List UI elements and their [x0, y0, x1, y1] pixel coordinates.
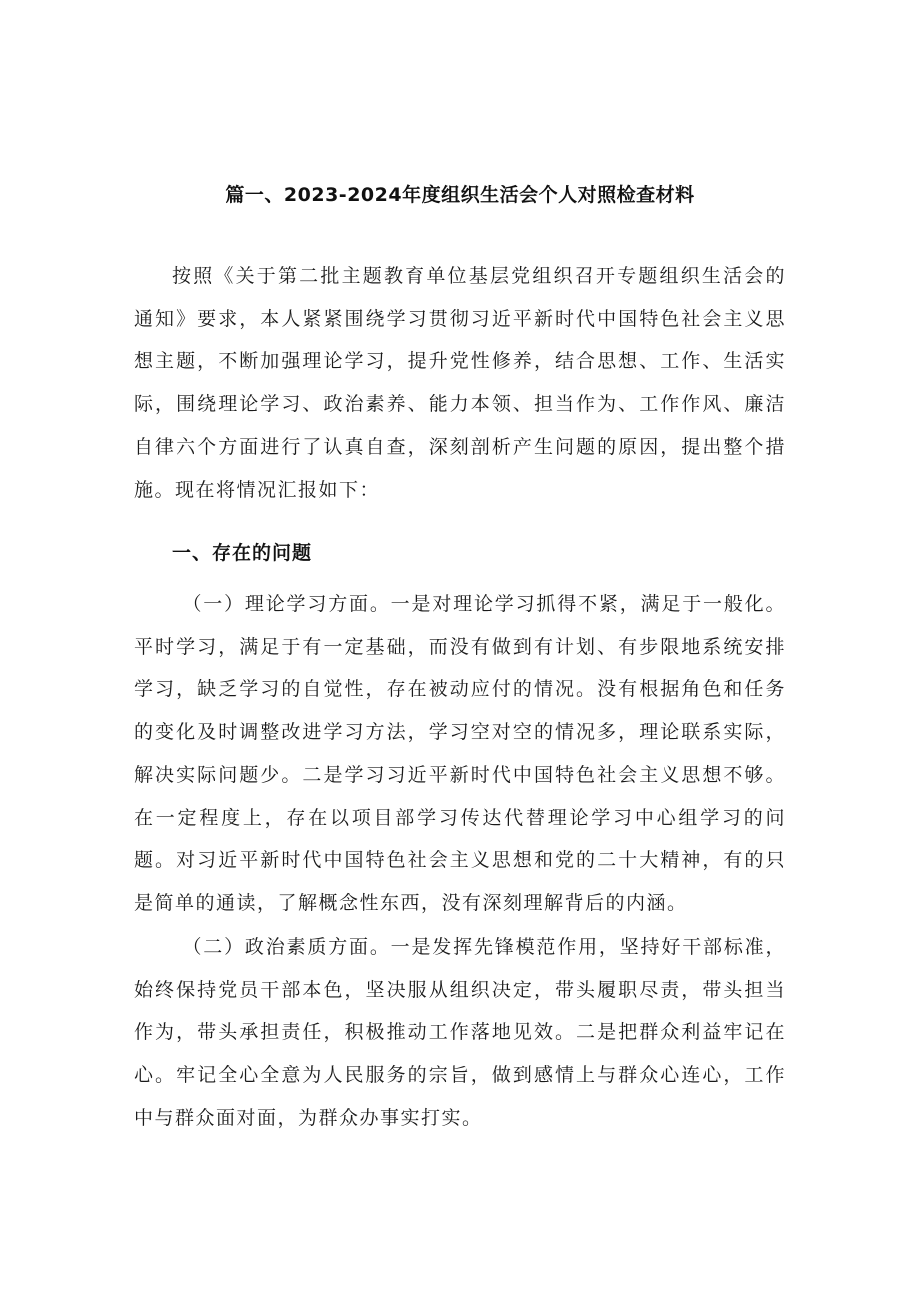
intro-paragraph: 按照《关于第二批主题教育单位基层党组织召开专题组织生活会的通知》要求，本人紧紧围绕学习贯彻习近平新时代中国特色社会主义思想主题，不断加强理论学习，提升党性修养，结合思想、工作、生活实际，围绕理论学习、政治素养、能力本领、担当作为、工作作风、廉洁自律六个方面进行了认真自查，深刻剖析产生问题的原因，提出整个措施。现在将情况汇报如下：: [134, 265, 786, 501]
document-title: 篇一、2023-2024年度组织生活会个人对照检查材料: [225, 184, 695, 206]
paragraph-theory-study: （一）理论学习方面。一是对理论学习抓得不紧，满足于一般化。平时学习，满足于有一定基础，而没有做到有计划、有步限地系统安排学习，缺乏学习的自觉性，存在被动应付的情况。没有根据角色和任务的变化及时调整改进学习方法，学习空对空的情况多，理论联系实际，解决实际问题少。二是学习习近平新时代中国特色社会主义思想不够。在一定程度上，存在以项目部学习传达代替理论学习中心组学习的问题。对习近平新时代中国特色社会主义思想和党的二十大精神，有的只是简单的通读，了解概念性东西，没有深刻理解背后的内涵。: [134, 593, 786, 914]
section-heading: 一、存在的问题: [172, 542, 313, 564]
paragraph-political-quality: （二）政治素质方面。一是发挥先锋模范作用，坚持好干部标准，始终保持党员干部本色，坚决服从组织决定，带头履职尽责，带头担当作为，带头承担责任，积极推动工作落地见效。二是把群众利益牢记在心。牢记全心全意为人民服务的宗旨，做到感情上与群众心连心，工作中与群众面对面，为群众办事实打实。: [134, 936, 786, 1129]
